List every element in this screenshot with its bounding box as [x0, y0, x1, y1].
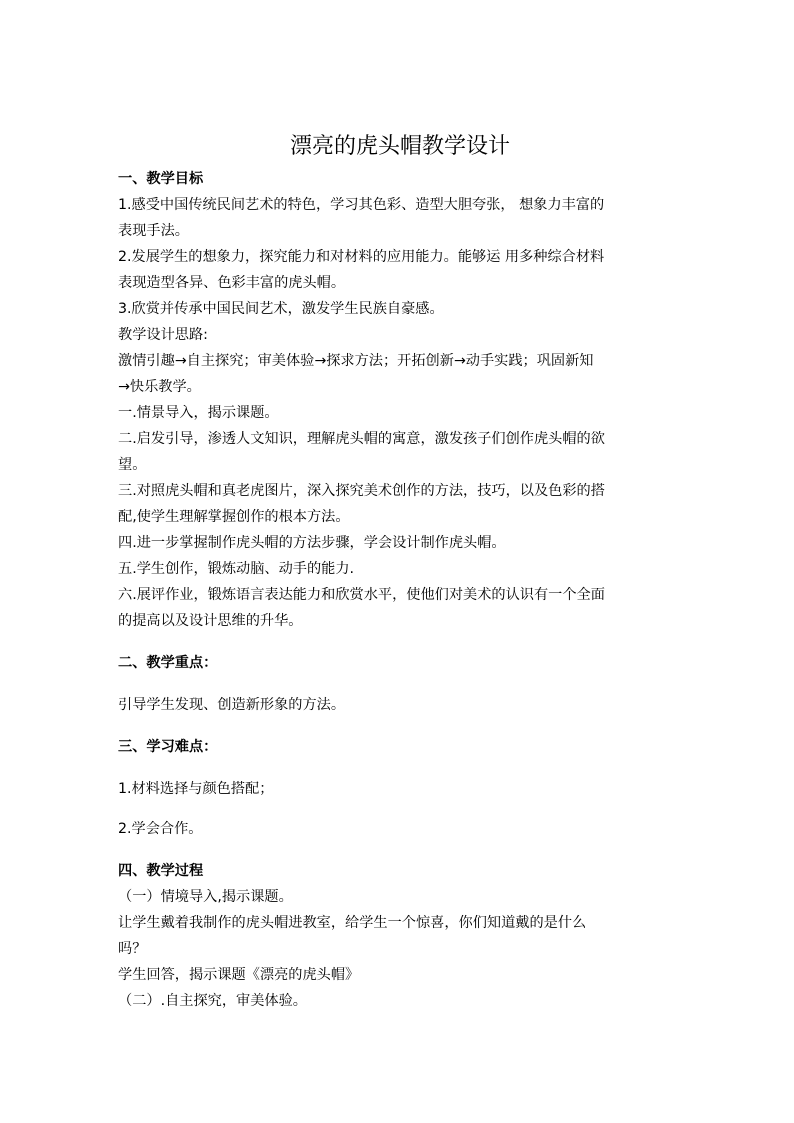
- paragraph-line: 六.展评作业，锻炼语言表达能力和欣赏水平，使他们对美术的认识有一个全面: [118, 587, 605, 603]
- paragraph-line: 望。: [118, 457, 147, 473]
- section-heading-difficulties: 三、学习难点：: [118, 739, 218, 755]
- paragraph-line: 让学生戴着我制作的虎头帽进教室，给学生一个惊喜，你们知道戴的是什么: [118, 915, 587, 931]
- paragraph-line: 配,使学生理解掌握创作的根本方法。: [118, 509, 350, 525]
- paragraph-line: 表现造型各异、色彩丰富的虎头帽。: [118, 275, 346, 291]
- document-title: 漂亮的虎头帽教学设计: [289, 134, 510, 159]
- paragraph-line: 3.欣赏并传承中国民间艺术，激发学生民族自豪感。: [118, 301, 444, 317]
- paragraph-line: （一）情境导入,揭示课题。: [118, 889, 293, 905]
- paragraph-line: 2.发展学生的想象力，探究能力和对材料的应用能力。能够运 用多种综合材料: [118, 249, 605, 265]
- paragraph-line: 四.进一步掌握制作虎头帽的方法步骤，学会设计制作虎头帽。: [118, 535, 506, 551]
- paragraph-line: 的提高以及设计思维的升华。: [118, 613, 303, 629]
- paragraph-line: 一.情景导入，揭示课题。: [118, 405, 279, 421]
- paragraph-line: （二）.自主探究，审美体验。: [118, 993, 307, 1009]
- paragraph-line: 表现手法。: [118, 223, 189, 239]
- paragraph-line: →快乐教学。: [118, 379, 201, 395]
- paragraph-line: 2.学会合作。: [118, 821, 203, 837]
- paragraph-line: 二.启发引导，渗透人文知识，理解虎头帽的寓意，激发孩子们创作虎头帽的欲: [118, 431, 605, 447]
- paragraph-line: 引导学生发现、创造新形象的方法。: [118, 697, 346, 713]
- paragraph-line: 学生回答，揭示课题《漂亮的虎头帽》: [118, 967, 360, 983]
- paragraph-line: 吗？: [118, 941, 147, 957]
- paragraph-line: 五.学生创作，锻炼动脑、动手的能力.: [118, 561, 355, 577]
- paragraph-line: 三.对照虎头帽和真老虎图片，深入探究美术创作的方法，技巧，以及色彩的搭: [118, 483, 605, 499]
- paragraph-line: 1.感受中国传统民间艺术的特色，学习其色彩、造型大胆夸张， 想象力丰富的: [118, 197, 605, 213]
- section-heading-key-points: 二、教学重点：: [118, 655, 218, 671]
- section-heading-process: 四、教学过程: [118, 863, 204, 879]
- paragraph-line: 1.材料选择与颜色搭配；: [118, 781, 274, 797]
- paragraph-line: 教学设计思路:: [118, 327, 208, 343]
- paragraph-line: 激情引趣→自主探究；审美体验→探求方法；开拓创新→动手实践；巩固新知: [118, 353, 594, 369]
- section-heading-objectives: 一、教学目标: [118, 171, 204, 187]
